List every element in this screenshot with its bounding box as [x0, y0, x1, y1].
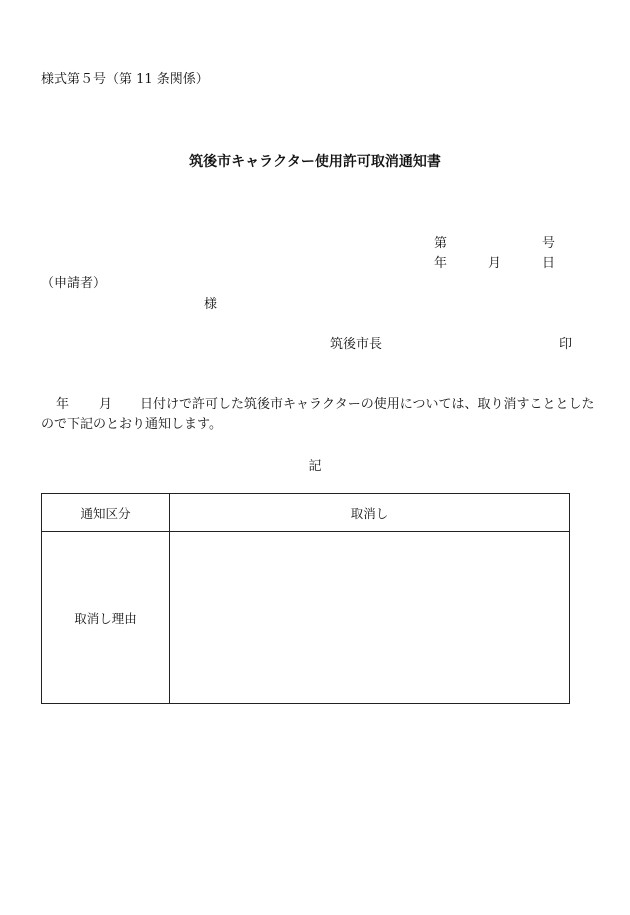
notice-category-value: 取消し	[170, 494, 570, 532]
notice-table	[41, 493, 570, 704]
applicant-label: （申請者）	[41, 276, 107, 291]
cancel-reason-value	[170, 532, 570, 704]
body-month-label: 月	[99, 397, 113, 412]
notice-body	[41, 395, 596, 435]
table-row	[42, 532, 570, 704]
document-title: 筑後市キャラクター使用許可取消通知書	[189, 154, 441, 170]
notice-category-label: 通知区分	[42, 494, 170, 532]
ki-heading: 記	[308, 459, 322, 474]
body-text: 日付けで許可した筑後市キャラクターの使用については、取り消すこととしたので下記のとおり通知します。	[41, 397, 595, 432]
cancel-reason-label: 取消し理由	[42, 532, 170, 704]
table-row	[42, 494, 570, 532]
applicant-honorific: 様	[204, 297, 218, 312]
date-day-label: 日	[542, 256, 556, 271]
date-month-label: 月	[488, 256, 502, 271]
ref-number-suffix: 号	[542, 236, 556, 251]
ref-number-prefix: 第	[434, 236, 448, 251]
issuer-title: 筑後市長	[330, 337, 383, 352]
issuer-seal: 印	[559, 337, 573, 352]
form-number: 様式第５号（第 11 条関係）	[41, 72, 209, 87]
date-year-label: 年	[434, 256, 448, 271]
body-year-label: 年	[56, 397, 70, 412]
